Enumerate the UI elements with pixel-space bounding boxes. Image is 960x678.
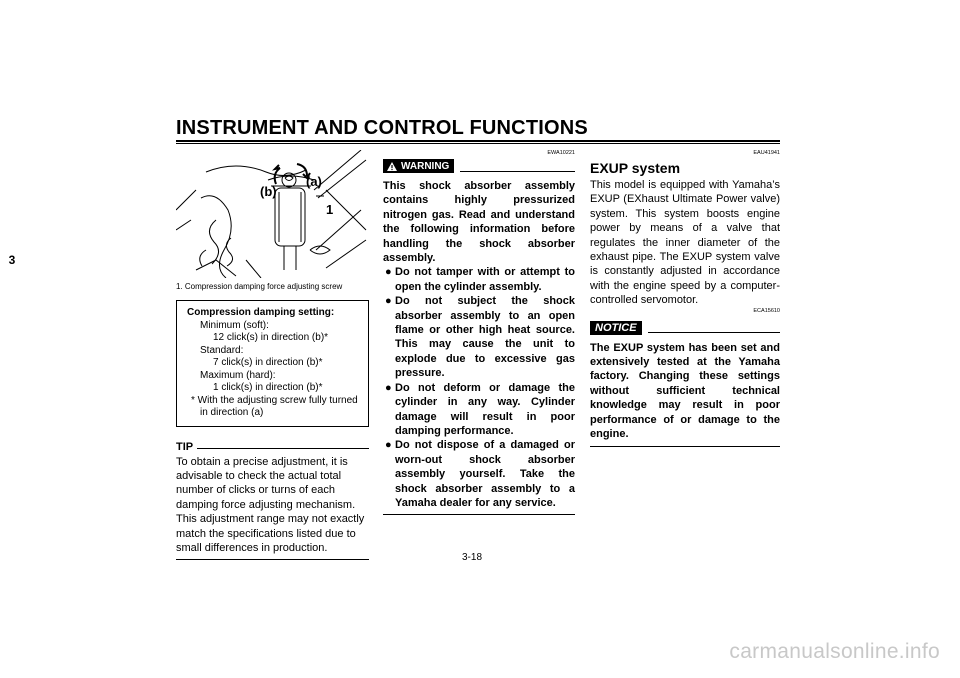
column-left bbox=[176, 150, 369, 560]
warning-code: EWA10221 bbox=[547, 150, 575, 156]
exup-body: This model is equipped with Yamaha’s EXUP (EXhaust Ultimate Power valve) system. This system boosts engine power by means of a valve that regulates the inner diameter of the exhaust pipe. The EXUP system valve is constantly adjusted in accordance with the engine speed by a computer-controlled servomotor. bbox=[590, 179, 780, 307]
spec-line: Minimum (soft): bbox=[200, 319, 269, 331]
label-1: 1 bbox=[326, 202, 334, 217]
notice-rule bbox=[648, 332, 780, 333]
tip-text: To obtain a precise adjustment, it is advisable to check the actual total number of clicks or turns of each damping force adjusting mechanism. This adjustment range may not exactly match the specifications listed due to small differences in production. bbox=[176, 455, 365, 554]
watermark: carmanualsonline.info bbox=[729, 640, 940, 663]
label-a: (a) bbox=[306, 174, 322, 189]
warning-list-item: ● Do not deform or damage the cylinder in any way. Cylinder damage will result in poor damping performance. bbox=[385, 381, 575, 437]
header-rule-thin bbox=[176, 143, 780, 144]
warning-label: WARNING bbox=[401, 160, 450, 172]
warning-list-item: ● Do not tamper with or attempt to open the cylinder assembly. bbox=[385, 266, 575, 293]
bullet-dot-icon: ● bbox=[385, 439, 392, 452]
tip-rule bbox=[197, 448, 369, 449]
tip-header bbox=[176, 441, 369, 453]
page-number: 3-18 bbox=[462, 552, 483, 563]
tip-bottom-rule bbox=[176, 559, 369, 560]
spec-box bbox=[176, 300, 369, 427]
warning-header bbox=[383, 159, 575, 173]
shock-absorber-drawing bbox=[176, 150, 369, 278]
section-title: EXUP system bbox=[590, 160, 681, 176]
spec-line: 1 click(s) in direction (b)* bbox=[213, 382, 323, 393]
chapter-tab: 3 bbox=[8, 253, 16, 267]
bullet-dot-icon: ● bbox=[385, 266, 392, 279]
column-right bbox=[590, 150, 780, 447]
notice-text: The EXUP system has been set and extensively tested at the Yamaha factory. Changing these settings without sufficient technical knowledge may result in poor performance of or damage to the engine. bbox=[590, 341, 780, 441]
notice-bottom-rule bbox=[590, 446, 780, 447]
bullet-dot-icon: ● bbox=[385, 295, 392, 308]
spec-line: Standard: bbox=[200, 344, 244, 356]
page-title: INSTRUMENT AND CONTROL FUNCTIONS bbox=[176, 117, 588, 139]
spec-title: Compression damping setting: bbox=[187, 307, 335, 318]
warning-list-item: ● Do not dispose of a damaged or worn-out shock absorber assembly yourself. Take the shock absorber assembly to a Yamaha dealer for any service. bbox=[385, 439, 575, 509]
tip-label: TIP bbox=[176, 440, 194, 453]
header-rule bbox=[176, 140, 780, 142]
warning-triangle-icon bbox=[387, 162, 397, 171]
notice-code: ECA15610 bbox=[753, 307, 780, 314]
spec-line: 12 click(s) in direction (b)* bbox=[213, 332, 329, 343]
spec-note: * With the adjusting screw fully turned in direction (a) bbox=[191, 394, 358, 418]
shock-absorber-illustration bbox=[176, 150, 369, 278]
spec-line: Maximum (hard): bbox=[200, 369, 276, 381]
column-middle bbox=[383, 150, 575, 515]
warning-intro: This shock absorber assembly contains highly pressurized nitrogen gas. Read and understand the following information before handling the shock absorber assembly. bbox=[383, 180, 575, 265]
warning-badge bbox=[383, 159, 454, 173]
warning-rule bbox=[460, 171, 575, 172]
notice-header bbox=[590, 321, 780, 335]
warning-list-item: ● Do not subject the shock absorber assembly to an open flame or other high heat source. This may cause the unit to explode due to excessive gas pressure. bbox=[385, 295, 575, 380]
warning-list bbox=[383, 265, 575, 510]
bullet-dot-icon: ● bbox=[385, 381, 392, 394]
notice-badge: NOTICE bbox=[590, 321, 642, 335]
exup-code: EAU41941 bbox=[753, 150, 780, 156]
label-b: (b) bbox=[260, 184, 277, 199]
spec-line: 7 click(s) in direction (b)* bbox=[213, 357, 323, 368]
figure-caption: 1. Compression damping force adjusting screw bbox=[176, 282, 343, 291]
warning-bottom-rule bbox=[383, 514, 575, 515]
